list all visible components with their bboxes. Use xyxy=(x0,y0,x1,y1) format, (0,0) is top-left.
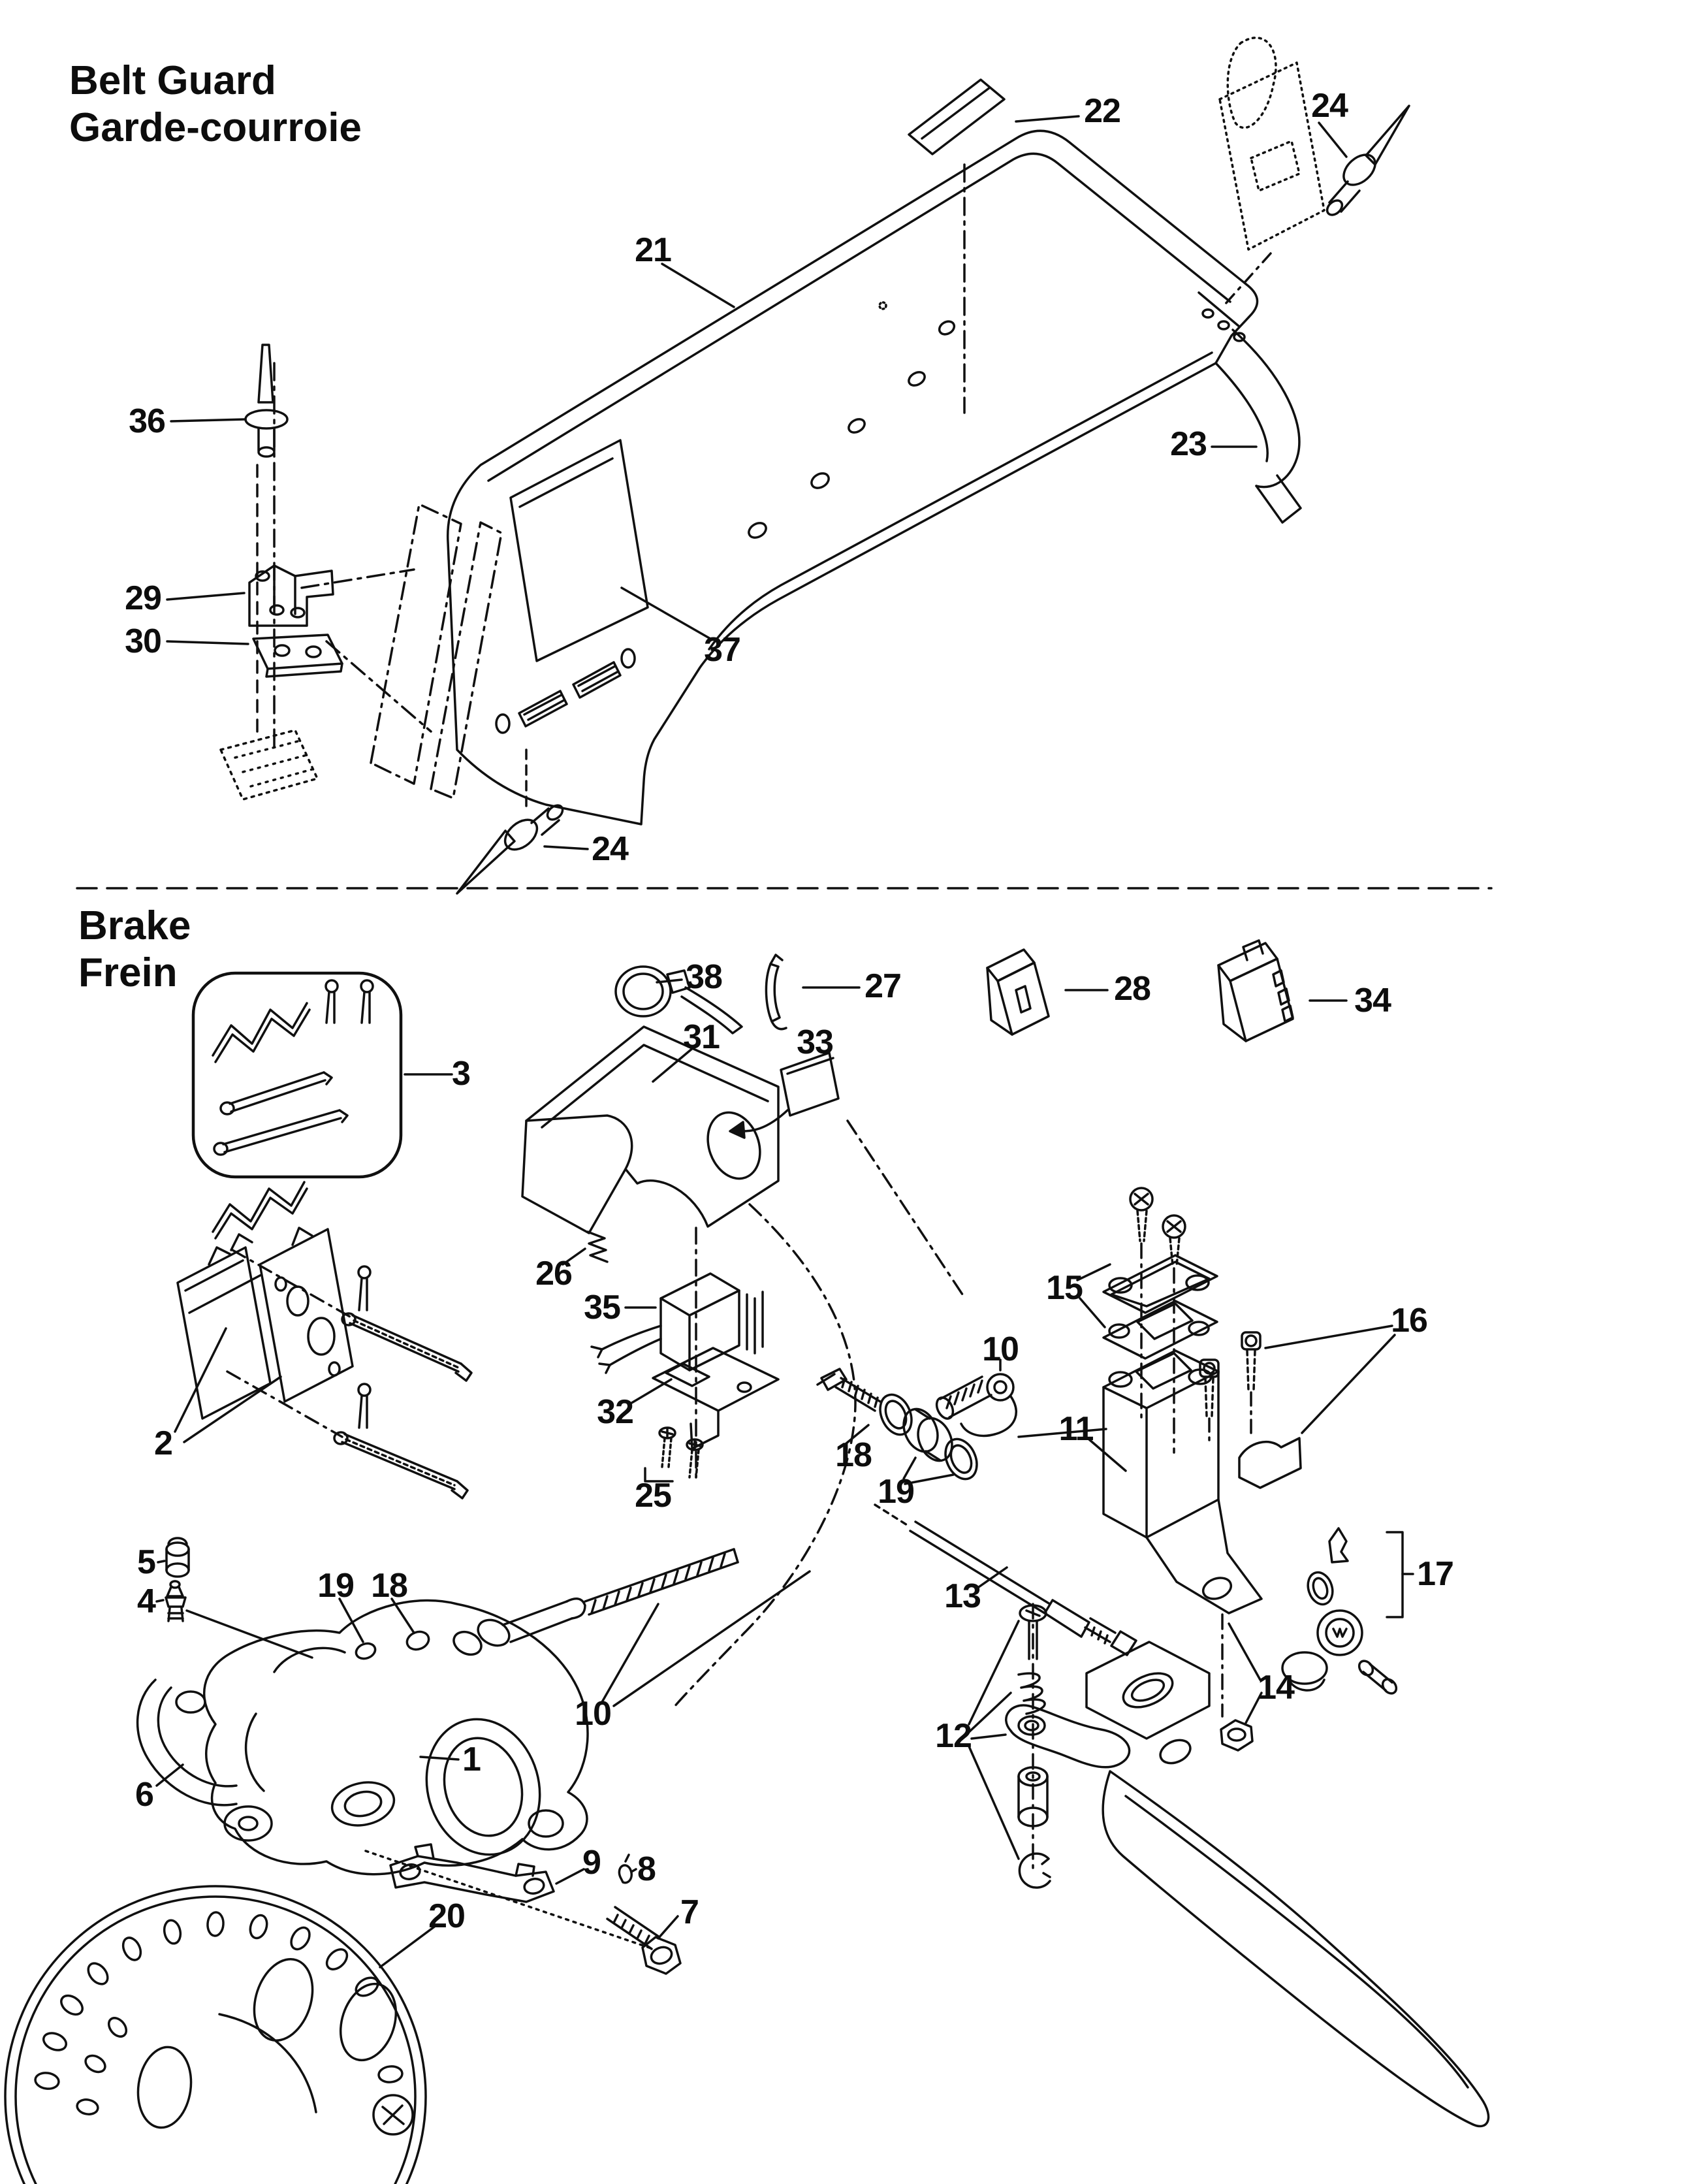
callout-28: 28 xyxy=(1114,970,1150,1008)
callout-21: 21 xyxy=(635,231,671,269)
bleeder-parts-drawing xyxy=(157,1538,312,1658)
callout-25: 25 xyxy=(635,1477,671,1515)
callout-2: 2 xyxy=(154,1424,172,1462)
rivet-left-drawing xyxy=(171,345,287,751)
brake-pads-kit-drawing xyxy=(175,1182,471,1498)
alignment-construction-lines xyxy=(302,504,501,798)
brake-title-en: Brake xyxy=(78,903,191,948)
callout-30: 30 xyxy=(125,622,161,660)
belt-guard-title-fr: Garde-courroie xyxy=(69,105,362,150)
callout-14: 14 xyxy=(1258,1669,1294,1707)
brake-lever-drawing xyxy=(1087,1642,1489,2127)
callout-13: 13 xyxy=(944,1577,981,1615)
cable-tie-drawing xyxy=(616,967,742,1033)
callout-37: 37 xyxy=(704,631,740,669)
callout-4: 4 xyxy=(137,1582,155,1620)
callout-19-left: 19 xyxy=(317,1567,354,1605)
callout-18-right: 18 xyxy=(835,1436,872,1474)
retainer-clip-drawing xyxy=(766,955,859,1029)
sealing-washers-cylinder-drawing xyxy=(874,1390,983,1484)
callout-24-top: 24 xyxy=(1311,87,1348,125)
rivet-bottom-drawing xyxy=(457,750,588,893)
callout-3: 3 xyxy=(452,1055,470,1093)
callout-23: 23 xyxy=(1170,425,1207,463)
belt-guard-title-en: Belt Guard xyxy=(69,58,276,103)
decal-art-drawing xyxy=(1220,38,1324,304)
callout-6: 6 xyxy=(135,1776,153,1814)
callout-5: 5 xyxy=(137,1543,155,1581)
guard-strap-drawing xyxy=(1216,330,1301,522)
grease-drop-drawing xyxy=(619,1855,636,1883)
brake-light-switch-drawing xyxy=(592,1228,763,1480)
callout-18-left: 18 xyxy=(371,1567,407,1605)
callout-7: 7 xyxy=(680,1893,699,1931)
adapter-bracket-drawing xyxy=(366,1844,653,1949)
guard-window xyxy=(511,440,648,661)
callout-19-right: 19 xyxy=(878,1473,914,1511)
callout-26: 26 xyxy=(535,1255,572,1293)
brake-caliper-drawing xyxy=(204,1600,588,1874)
callout-29: 29 xyxy=(125,579,161,617)
hex-bolt-drawing xyxy=(607,1907,680,1974)
lever-pivot-kit-drawing xyxy=(969,1604,1130,1887)
callout-27: 27 xyxy=(865,967,901,1005)
callout-15: 15 xyxy=(1046,1269,1083,1307)
caliper-mount-flange-drawing xyxy=(138,1680,272,1840)
adhesive-pad-drawing xyxy=(221,730,317,799)
connector-housing-large-drawing xyxy=(1218,940,1346,1041)
brake-cable-drawing xyxy=(875,1505,1136,1655)
belt-guard-panel-drawing xyxy=(448,131,1258,824)
callout-10-right: 10 xyxy=(982,1330,1019,1368)
callout-31: 31 xyxy=(683,1018,720,1056)
brake-disc-drawing xyxy=(5,1886,436,2184)
brake-hose-cylinder-end-drawing xyxy=(934,1360,1017,1436)
connector-housing-small-drawing xyxy=(987,950,1107,1035)
banjo-bolt-cylinder-drawing xyxy=(817,1369,880,1443)
callout-12: 12 xyxy=(935,1717,972,1755)
callout-17: 17 xyxy=(1417,1555,1453,1593)
leader-21 xyxy=(662,264,734,307)
callout-11: 11 xyxy=(1058,1410,1094,1448)
locknuts-drawing xyxy=(1221,1624,1262,1750)
brake-title-fr: Frein xyxy=(78,950,178,995)
hardware-kit-box-drawing xyxy=(193,973,452,1177)
callout-1: 1 xyxy=(462,1741,481,1778)
warning-sticker-drawing xyxy=(909,80,1079,413)
seal-cap-kit-drawing xyxy=(1282,1528,1413,1696)
support-bracket-drawing xyxy=(167,566,333,626)
callout-36: 36 xyxy=(129,402,165,440)
clamp-screws-drawing xyxy=(1200,1326,1395,1488)
backing-plate-drawing xyxy=(167,635,342,677)
solenoid-screws-drawing xyxy=(645,1428,703,1481)
callout-10-left: 10 xyxy=(575,1695,611,1733)
callout-9: 9 xyxy=(582,1844,601,1882)
callout-32: 32 xyxy=(597,1393,633,1431)
callout-22: 22 xyxy=(1084,92,1120,130)
callout-34: 34 xyxy=(1354,982,1391,1020)
brake-section-title xyxy=(78,903,191,997)
belt-guard-section-title xyxy=(69,57,362,152)
callout-24-bottom: 24 xyxy=(592,830,628,868)
callout-20: 20 xyxy=(428,1897,465,1935)
master-cylinder-body-drawing xyxy=(1019,1351,1262,1716)
callout-8: 8 xyxy=(637,1850,656,1888)
callout-33: 33 xyxy=(797,1023,833,1061)
callout-38: 38 xyxy=(686,958,722,996)
callout-16: 16 xyxy=(1391,1302,1427,1340)
callout-35: 35 xyxy=(584,1289,620,1326)
housing-sticker-drawing xyxy=(730,1053,838,1138)
